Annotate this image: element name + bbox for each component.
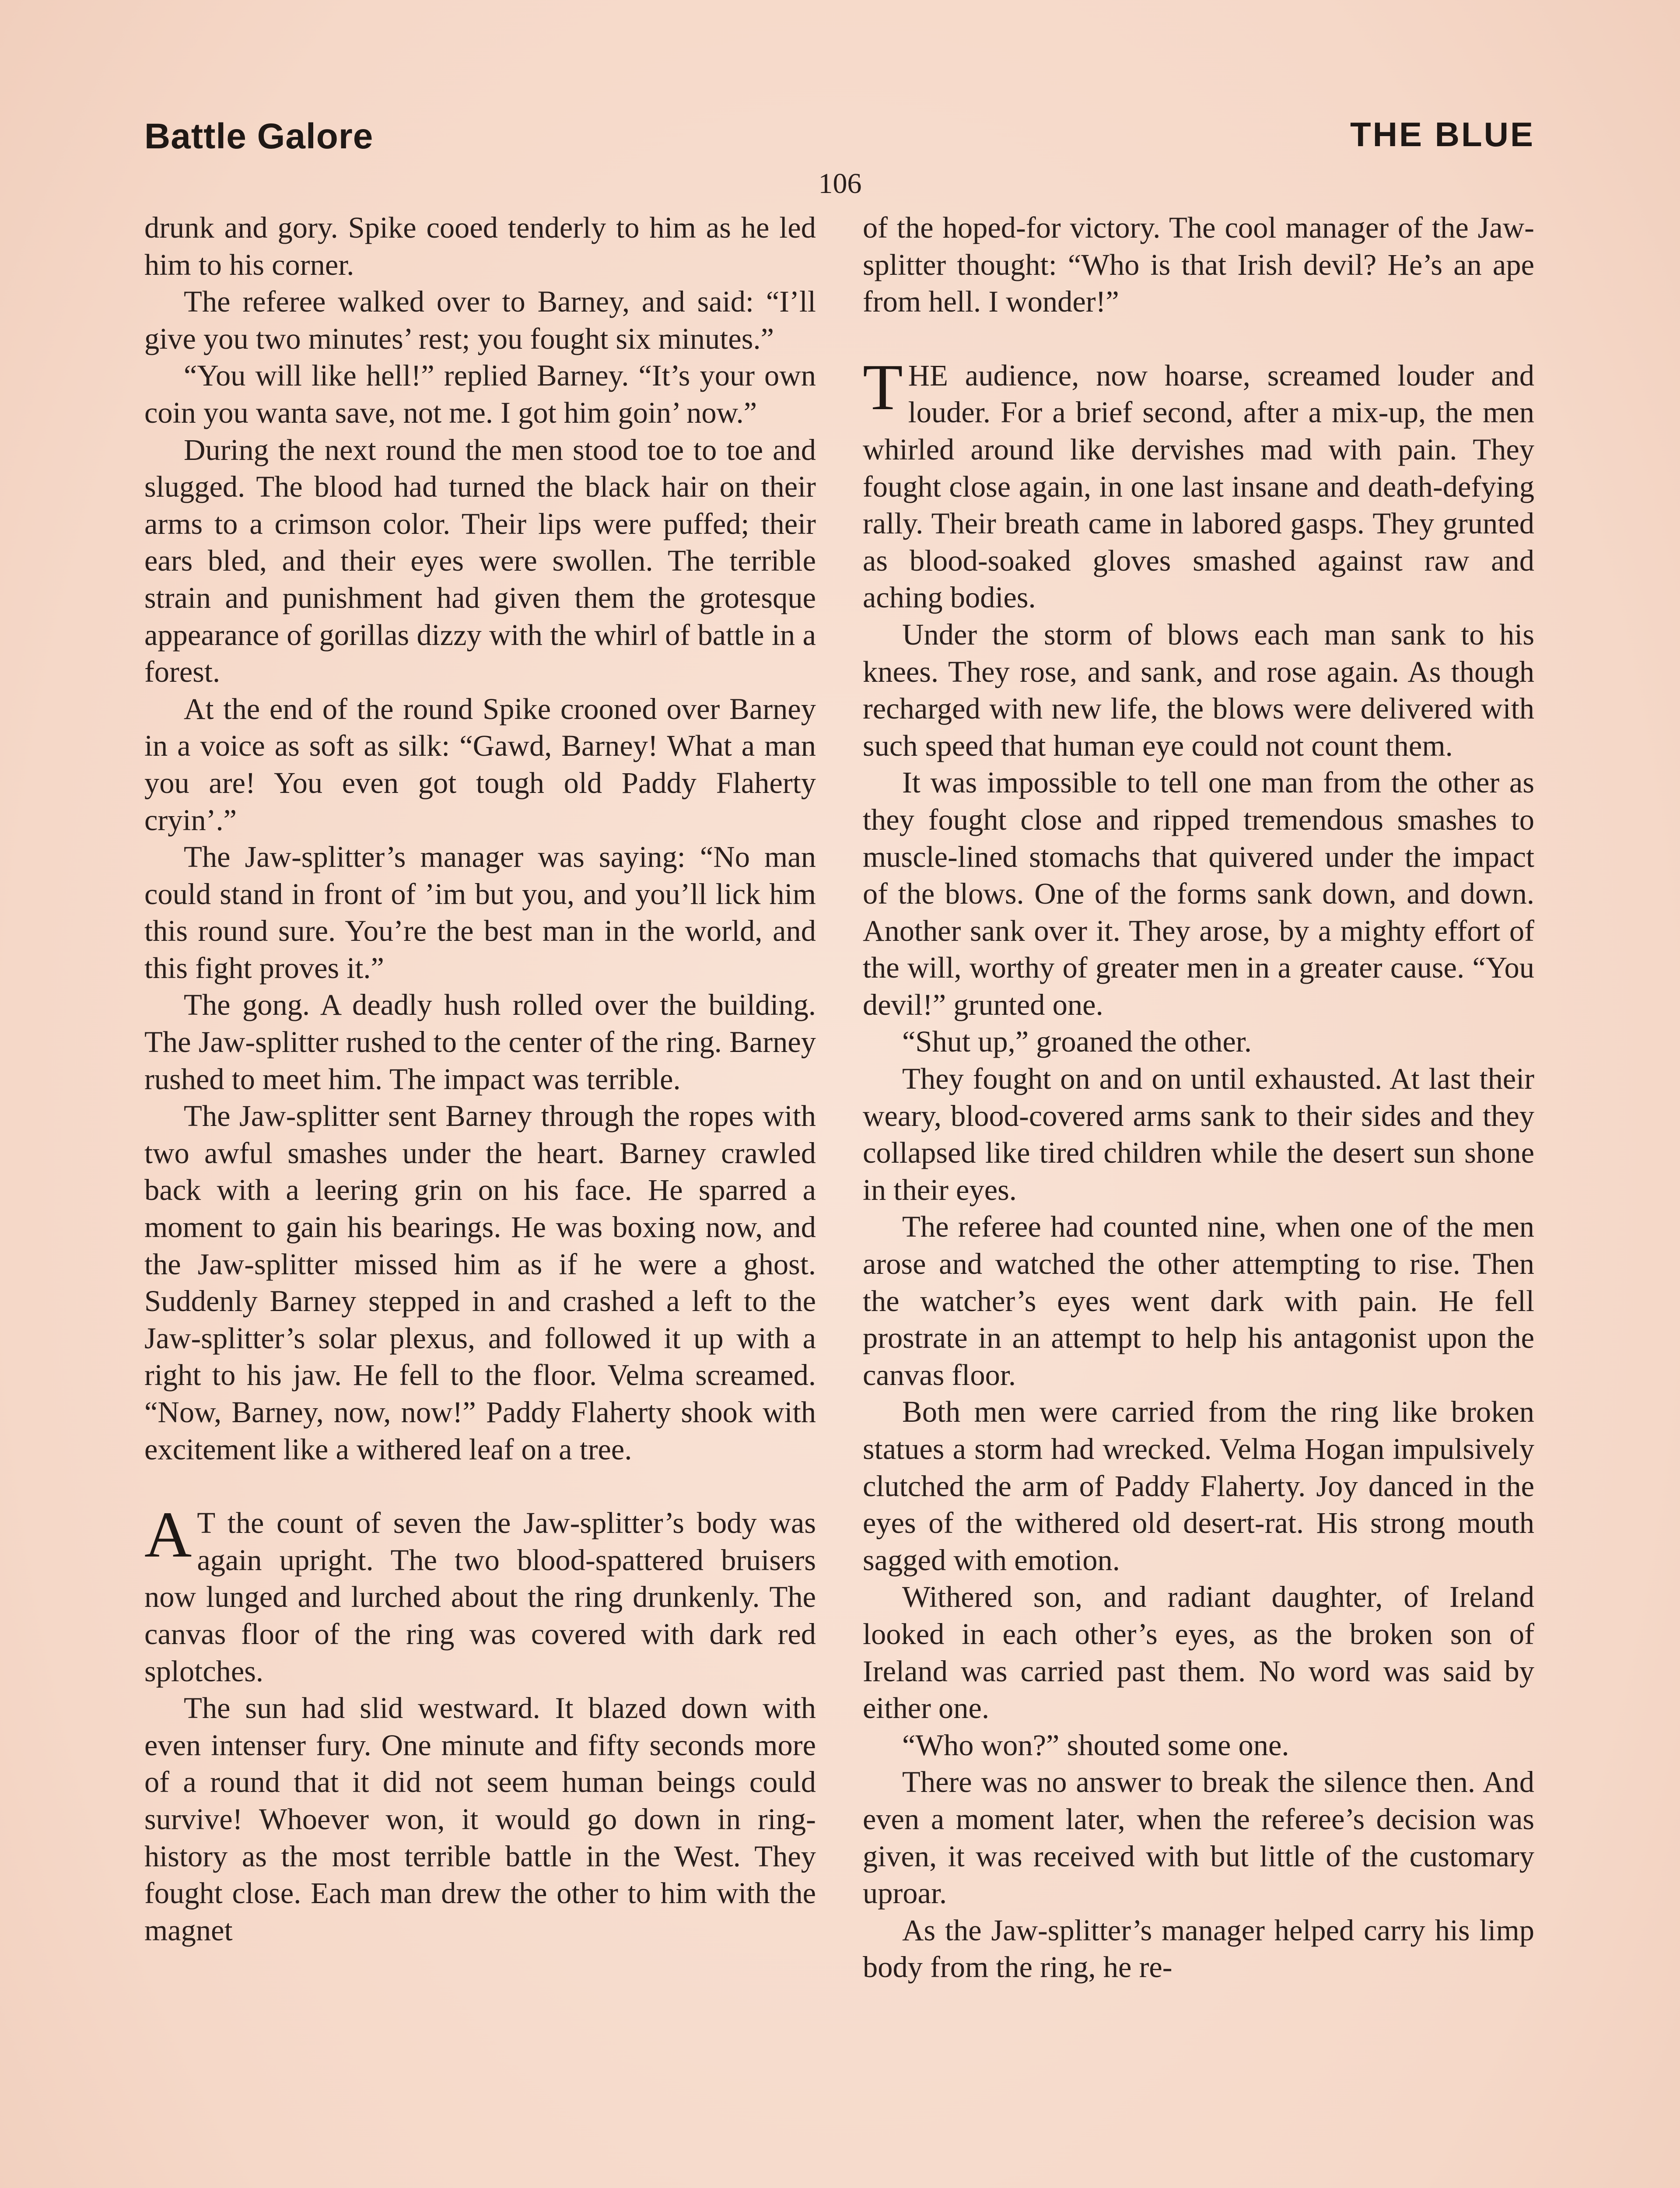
paragraph: Withered son, and radiant daughter, of Ireland looked in each other’s eyes, as the broken son of Ireland was carried past them. No word was said by either one. [863, 1580, 1534, 1725]
left-text-column [144, 209, 816, 1949]
section-paragraph [863, 351, 1534, 616]
paragraph: The gong. A deadly hush rolled over the building. The Jaw-splitter rushed to the center of the ring. Barney rushed to meet him. The impact was terrible. [144, 988, 816, 1096]
paragraph: As the Jaw-splitter’s manager helped carry his limp body from the ring, he re- [863, 1913, 1534, 1984]
paragraph: The referee walked over to Barney, and said: “I’ll give you two minutes’ rest; you fought six minutes.” [144, 285, 816, 355]
section-paragraph [144, 1498, 816, 1690]
paragraph: The Jaw-splitter’s manager was saying: “No man could stand in front of ’im but you, and you’ll lick him this round sure. You’re the best man in the world, and this fight proves it.” [144, 840, 816, 985]
right-text-column [863, 209, 1534, 1986]
drop-cap: A [144, 1498, 192, 1571]
paragraph: The sun had slid westward. It blazed down with even intenser fury. One minute and fifty seconds more of a round that it did not seem human beings could survive! Whoever won, it would go down in ring-history as the most terrible battle in the West. They fought close. Each man drew the other to him with the magnet [144, 1691, 816, 1947]
paragraph: “You will like hell!” replied Barney. “It’s your own coin you wanta save, not me. I got him goin’ now.” [144, 359, 816, 429]
paragraph: “Who won?” shouted some one. [902, 1728, 1289, 1762]
paragraph: of the hoped-for victory. The cool manager of the Jaw-splitter thought: “Who is that Irish devil? He’s an ape from hell. I wonder!” [863, 211, 1534, 319]
paragraph: Under the storm of blows each man sank to his knees. They rose, and sank, and rose again. As though recharged with new life, the blows were delivered with such speed that human eye could not count them. [863, 617, 1534, 762]
paragraph: At the end of the round Spike crooned over Barney in a voice as soft as silk: “Gawd, Barney! What a man you are! You even got tough old Paddy Flaherty cryin’.” [144, 692, 816, 837]
paragraph: drunk and gory. Spike cooed tenderly to him as he led him to his corner. [144, 211, 816, 281]
page-number: 106 [818, 168, 862, 200]
paragraph: There was no answer to break the silence then. And even a moment later, when the referee’s decision was given, it was received with but little of the customary uproar. [863, 1765, 1534, 1910]
paragraph: The referee had counted nine, when one of the men arose and watched the other attempting to rise. Then the watcher’s eyes went dark with pain. He fell prostrate in an attempt to help his antagonist upon the canvas floor. [863, 1210, 1534, 1392]
story-title-header: Battle Galore [144, 116, 374, 156]
paragraph: “Shut up,” groaned the other. [902, 1025, 1252, 1059]
paragraph-text: T the count of seven the Jaw-splitter’s body was again upright. The two blood-spattered bruisers now lunged and lurched about the ring drunkenly. The canvas floor of the ring was covered with dark red splotches. [144, 1506, 816, 1688]
paragraph: During the next round the men stood toe to toe and slugged. The blood had turned the black hair on their arms to a crimson color. Their lips were puffed; their ears bled, and their eyes were swollen. The terrible strain and punishment had given them the grotesque appearance of gorillas dizzy with the whirl of battle in a forest. [144, 433, 816, 689]
magazine-name-header: THE BLUE [1350, 115, 1535, 154]
paragraph-text: HE audience, now hoarse, screamed louder and louder. For a brief second, after a mix-up, the men whirled around like dervishes mad with pain. They fought close again, in one last insane and death-defying rally. Their breath came in labored gasps. They grunted as blood-soaked gloves smashed against raw and aching bodies. [863, 358, 1534, 614]
paragraph: The Jaw-splitter sent Barney through the ropes with two awful smashes under the heart. Barney crawled back with a leering grin on his face. He sparred a moment to gain his bearings. He was boxing now, and the Jaw-splitter missed him as if he were a ghost. Suddenly Barney stepped in and crashed a left to the Jaw-splitter’s solar plexus, and followed it up with a right to his jaw. He fell to the floor. Velma screamed. “Now, Barney, now, now!” Paddy Flaherty shook with excitement like a withered leaf on a tree. [144, 1099, 816, 1466]
paragraph: Both men were carried from the ring like broken statues a storm had wrecked. Velma Hogan impulsively clutched the arm of Paddy Flaherty. Joy danced in the eyes of the withered old desert-rat. His strong mouth sagged with emotion. [863, 1395, 1534, 1577]
paragraph: They fought on and on until exhausted. At last their weary, blood-covered arms sank to their sides and they collapsed like tired children while the desert sun shone in their eyes. [863, 1062, 1534, 1206]
drop-cap: T [863, 351, 903, 424]
paragraph: It was impossible to tell one man from the other as they fought close and ripped tremendous smashes to muscle-lined stomachs that quivered under the impact of the blows. One of the forms sank down, and down. Another sank over it. They arose, by a mighty effort of the will, worthy of greater men in a greater cause. “You devil!” grunted one. [863, 766, 1534, 1021]
